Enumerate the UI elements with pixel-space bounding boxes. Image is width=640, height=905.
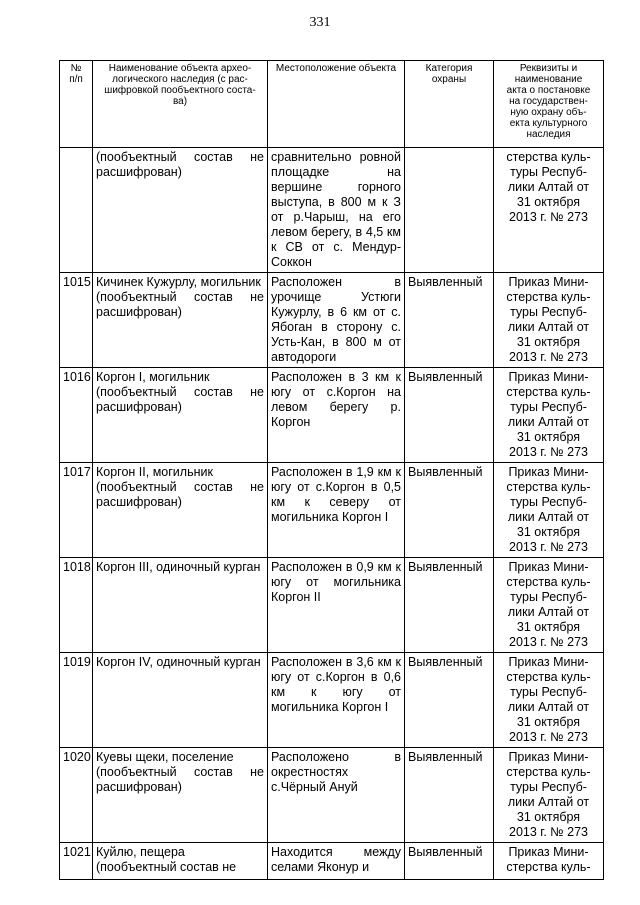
row-location: Расположен в 3 км к югу от с.Коргон на левом берегу р. Коргон xyxy=(268,368,405,463)
header-protection-category: Категория охраны xyxy=(405,61,494,148)
row-number: 1021 xyxy=(60,843,93,880)
row-number xyxy=(60,148,93,273)
table-body xyxy=(60,148,604,880)
row-requisites: Приказ Мини- стерства куль- xyxy=(494,843,604,880)
row-number: 1016 xyxy=(60,368,93,463)
page-number: 331 xyxy=(309,15,331,30)
row-category: Выявленный xyxy=(405,748,494,843)
row-object-name: Коргон III, одиночный курган xyxy=(93,558,268,653)
row-category xyxy=(405,148,494,273)
table-header-row xyxy=(60,61,604,148)
row-object-name: Коргон II, могильник (пообъектный состав не расшифрован) xyxy=(93,463,268,558)
heritage-registry-table xyxy=(59,60,604,880)
row-category: Выявленный xyxy=(405,368,494,463)
row-category: Выявленный xyxy=(405,463,494,558)
row-object-name: Коргон IV, одиночный курган xyxy=(93,653,268,748)
row-location: Расположен в 3,6 км к югу от с.Коргон в 0,6 км к югу от могильника Коргон I xyxy=(268,653,405,748)
row-location: сравнительно ровной площадке на вершине горного выступа, в 800 м к З от р.Чарыш, на его левом берегу, в 4,5 км к СВ от с. Мендур-Соккон xyxy=(268,148,405,273)
row-object-name: (пообъектный состав не расшифрован) xyxy=(93,148,268,273)
row-object-name: Кичинек Кужурлу, могильник (пообъектный состав не расшифрован) xyxy=(93,273,268,368)
row-category: Выявленный xyxy=(405,558,494,653)
header-location: Местоположение объекта xyxy=(268,61,405,148)
row-requisites: Приказ Мини- стерства куль- туры Респуб- лики Алтай от 31 октября 2013 г. № 273 xyxy=(494,273,604,368)
row-category: Выявленный xyxy=(405,843,494,880)
row-number: 1018 xyxy=(60,558,93,653)
row-category: Выявленный xyxy=(405,653,494,748)
table-row xyxy=(60,463,604,558)
table-row xyxy=(60,148,604,273)
table-row xyxy=(60,273,604,368)
row-location: Находится между селами Яконур и xyxy=(268,843,405,880)
row-number: 1017 xyxy=(60,463,93,558)
header-act-requisites: Реквизиты и наименование акта о постановке на государствен- ную охрану объ- екта культурного наследия xyxy=(494,61,604,148)
row-requisites: Приказ Мини- стерства куль- туры Респуб- лики Алтай от 31 октября 2013 г. № 273 xyxy=(494,558,604,653)
row-location: Расположен в 0,9 км к югу от могильника Коргон II xyxy=(268,558,405,653)
row-location: Расположен в урочище Устюги Кужурлу, в 6 км от с. Ябоган в сторону с. Усть-Кан, в 800 м от автодороги xyxy=(268,273,405,368)
row-object-name: Куевы щеки, поселение (пообъектный состав не расшифрован) xyxy=(93,748,268,843)
row-location: Расположено в окрестностях с.Чёрный Ануй xyxy=(268,748,405,843)
row-object-name: Коргон I, могильник (пообъектный состав не расшифрован) xyxy=(93,368,268,463)
row-number: 1019 xyxy=(60,653,93,748)
table-row xyxy=(60,653,604,748)
row-requisites: стерства куль- туры Респуб- лики Алтай от 31 октября 2013 г. № 273 xyxy=(494,148,604,273)
table-row xyxy=(60,843,604,880)
row-object-name: Куйлю, пещера (пообъектный состав не xyxy=(93,843,268,880)
row-number: 1020 xyxy=(60,748,93,843)
row-number: 1015 xyxy=(60,273,93,368)
header-number: № п/п xyxy=(60,61,93,148)
row-requisites: Приказ Мини- стерства куль- туры Респуб- лики Алтай от 31 октября 2013 г. № 273 xyxy=(494,653,604,748)
header-object-name: Наименование объекта архео- логического наследия (с рас- шифровкой пообъектного соста- ва) xyxy=(93,61,268,148)
table-row xyxy=(60,558,604,653)
table-row xyxy=(60,748,604,843)
row-category: Выявленный xyxy=(405,273,494,368)
row-requisites: Приказ Мини- стерства куль- туры Респуб- лики Алтай от 31 октября 2013 г. № 273 xyxy=(494,748,604,843)
row-requisites: Приказ Мини- стерства куль- туры Респуб- лики Алтай от 31 октября 2013 г. № 273 xyxy=(494,463,604,558)
row-location: Расположен в 1,9 км к югу от с.Коргон в 0,5 км к северу от могильника Коргон I xyxy=(268,463,405,558)
row-requisites: Приказ Мини- стерства куль- туры Респуб- лики Алтай от 31 октября 2013 г. № 273 xyxy=(494,368,604,463)
table-row xyxy=(60,368,604,463)
